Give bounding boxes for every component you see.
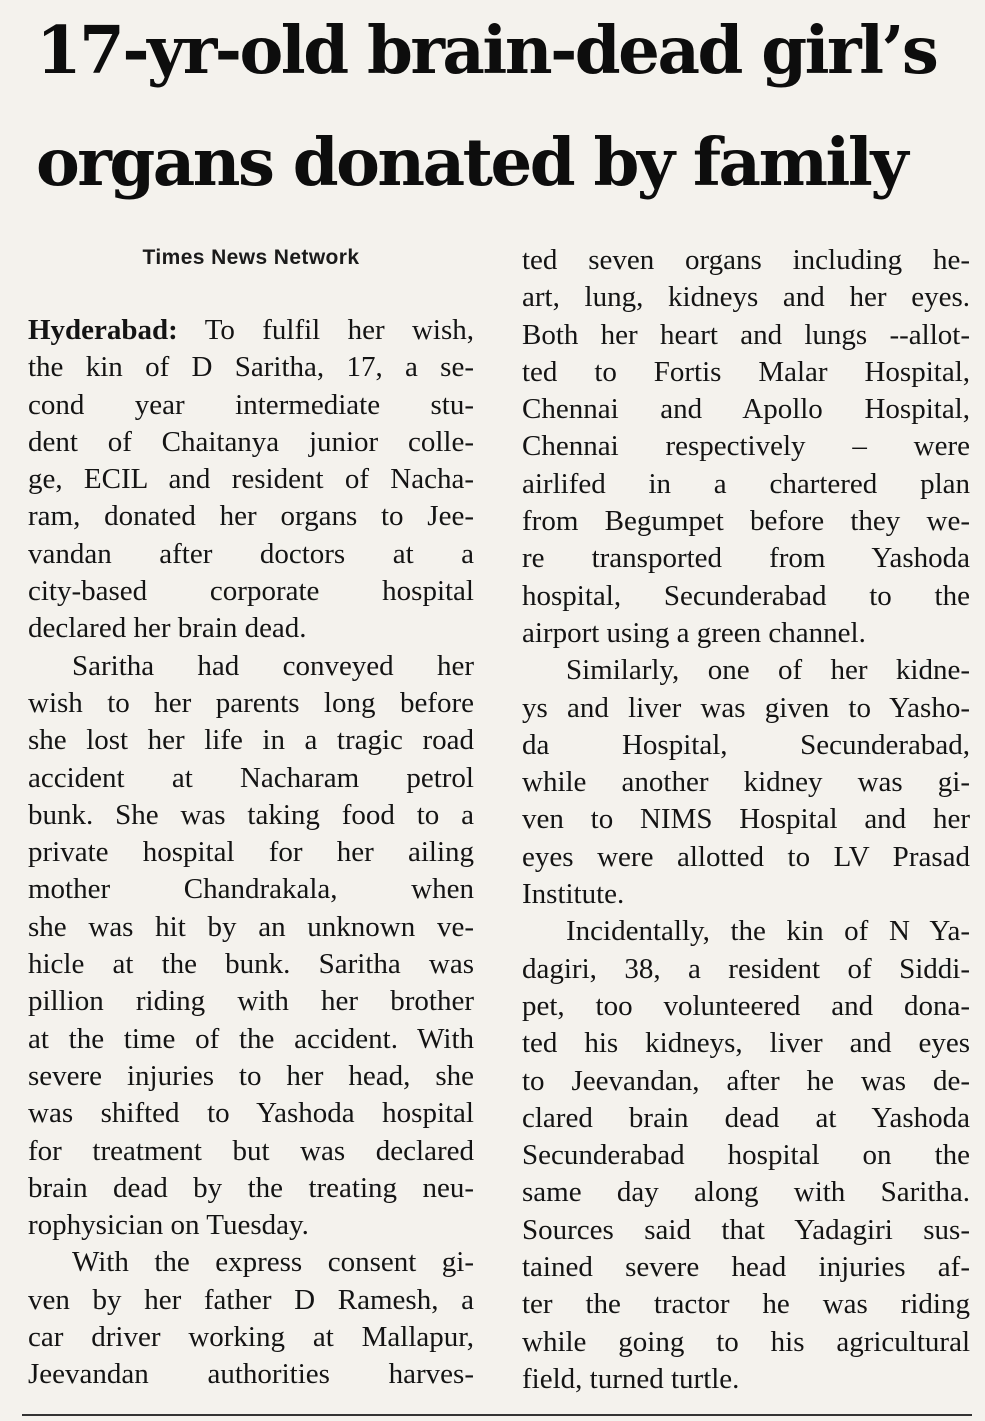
article-line-text: rophysician on Tuesday. — [28, 1209, 309, 1242]
article-line-text: Similarly, one of her kidne- — [566, 654, 970, 687]
article-line — [28, 1021, 474, 1058]
article-line — [522, 242, 970, 279]
article-line — [28, 573, 474, 610]
article-line-text: airport using a green channel. — [522, 616, 866, 649]
article-line — [522, 428, 970, 465]
article-line-text: hicle at the bunk. Saritha was — [28, 948, 474, 981]
article-line-text: same day along with Saritha. — [522, 1176, 970, 1209]
article-line — [522, 1361, 970, 1398]
article-line — [28, 1058, 474, 1095]
article-line — [522, 801, 970, 838]
article-line-text: Institute. — [522, 878, 625, 911]
article-line-text: ram, donated her organs to Jee- — [28, 500, 474, 533]
article-line-text: tained severe head injuries af- — [522, 1251, 970, 1284]
article-line-text: city-based corporate hospital — [28, 575, 474, 608]
article-line — [28, 797, 474, 834]
article-line — [28, 349, 474, 386]
article-line-text: eyes were allotted to LV Prasad — [522, 840, 970, 873]
article-line-text: ven to NIMS Hospital and her — [522, 803, 970, 836]
article-line — [522, 988, 970, 1025]
article-line — [28, 1282, 474, 1319]
article-line — [522, 951, 970, 988]
article-line — [522, 503, 970, 540]
article-line — [28, 1319, 474, 1356]
article-line — [522, 652, 970, 689]
article-line — [522, 391, 970, 428]
article-line — [522, 1324, 970, 1361]
article-line-text: mother Chandrakala, when — [28, 873, 474, 906]
article-line-text: while another kidney was gi- — [522, 766, 970, 799]
article-line-text: Secunderabad hospital on the — [522, 1139, 970, 1172]
article-line — [28, 1356, 474, 1393]
article-line — [522, 1025, 970, 1062]
article-line-text: to Jeevandan, after he was de- — [522, 1064, 970, 1097]
article-line-text: cond year intermediate stu- — [28, 388, 474, 421]
article-line — [28, 536, 474, 573]
article-line-text: pillion riding with her brother — [28, 985, 474, 1018]
article-line-text: ted to Fortis Malar Hospital, — [522, 355, 970, 388]
article-line — [522, 1063, 970, 1100]
article-line-text: hospital, Secunderabad to the — [522, 579, 970, 612]
article-line-text: ge, ECIL and resident of Nacha- — [28, 463, 474, 496]
article-line — [28, 648, 474, 685]
article-line-text: Jeevandan authorities harves- — [28, 1358, 474, 1391]
article-line-text: Both her heart and lungs --allot- — [522, 318, 970, 351]
article-line-text: art, lung, kidneys and her eyes. — [522, 281, 970, 314]
article-line — [28, 909, 474, 946]
article-line-text: With the express consent gi- — [72, 1246, 474, 1279]
article-line — [28, 610, 474, 647]
article-line-text: airlifed in a chartered plan — [522, 467, 970, 500]
article-line — [522, 690, 970, 727]
article-line-text: the kin of D Saritha, 17, a se- — [28, 351, 474, 384]
article-line-text: ted his kidneys, liver and eyes — [522, 1027, 970, 1060]
article-line-text: wish to her parents long before — [28, 686, 474, 719]
article-line-text: she lost her life in a tragic road — [28, 724, 474, 757]
article-line-text: pet, too volunteered and dona- — [522, 989, 970, 1022]
article-line-text: vandan after doctors at a — [28, 537, 474, 570]
article-line-text: field, turned turtle. — [522, 1362, 740, 1395]
headline-line-1: 17-yr-old brain-dead girl’s — [36, 12, 937, 89]
article-line — [522, 1212, 970, 1249]
article-line — [28, 312, 474, 349]
bottom-rule — [22, 1414, 972, 1416]
article-line-text: bunk. She was taking food to a — [28, 798, 474, 831]
article-line — [522, 764, 970, 801]
article-line — [522, 1249, 970, 1286]
article-line — [28, 1095, 474, 1132]
article-line-text: severe injuries to her head, she — [28, 1059, 474, 1092]
article-line-text: re transported from Yashoda — [522, 542, 970, 575]
headline-line-2: organs donated by family — [36, 124, 906, 201]
article-line — [522, 876, 970, 913]
article-line — [28, 946, 474, 983]
article-line — [522, 354, 970, 391]
article-line-text: Incidentally, the kin of N Ya- — [566, 915, 970, 948]
article-line — [522, 913, 970, 950]
article-line — [28, 498, 474, 535]
article-line — [28, 1133, 474, 1170]
article-line-text: ven by her father D Ramesh, a — [28, 1283, 474, 1316]
article-line — [522, 1100, 970, 1137]
article-line-text: declared her brain dead. — [28, 612, 307, 645]
article-line-text: car driver working at Mallapur, — [28, 1321, 474, 1354]
article-line — [28, 1244, 474, 1281]
article-line — [28, 983, 474, 1020]
article-line-text: dagiri, 38, a resident of Siddi- — [522, 952, 970, 985]
article-line — [522, 1286, 970, 1323]
article-line — [28, 387, 474, 424]
article-line — [28, 685, 474, 722]
article-line — [522, 540, 970, 577]
dateline: Hyderabad: — [28, 314, 178, 346]
article-line — [522, 615, 970, 652]
article-line — [28, 1170, 474, 1207]
article-line-text: Saritha had conveyed her — [72, 649, 474, 682]
article-line-text: clared brain dead at Yashoda — [522, 1101, 970, 1134]
article-line-text: Chennai respectively – were — [522, 430, 970, 463]
article-line — [522, 1174, 970, 1211]
article-line-text: Chennai and Apollo Hospital, — [522, 393, 970, 426]
article-line — [522, 839, 970, 876]
article-line-text: ter the tractor he was riding — [522, 1288, 970, 1321]
article-line-text: ted seven organs including he- — [522, 244, 970, 276]
article-line-text: she was hit by an unknown ve- — [28, 910, 474, 943]
article-line-text: Sources said that Yadagiri sus- — [522, 1213, 970, 1246]
article-line — [522, 466, 970, 503]
article-column-left — [28, 242, 474, 1402]
article-line — [28, 760, 474, 797]
article-line — [522, 1137, 970, 1174]
article-line-text: da Hospital, Secunderabad, — [522, 728, 970, 761]
article-line-text: ys and liver was given to Yasho- — [522, 691, 970, 724]
article-line-text: To fulfil her wish, — [204, 314, 474, 346]
article-line — [28, 871, 474, 908]
article-line-text: dent of Chaitanya junior colle- — [28, 425, 474, 458]
article-line — [28, 722, 474, 759]
article-line-text: accident at Nacharam petrol — [28, 761, 474, 794]
article-line — [28, 1207, 474, 1244]
article-line-text: private hospital for her ailing — [28, 836, 474, 869]
article-line-text: at the time of the accident. With — [28, 1022, 474, 1055]
article-line — [522, 727, 970, 764]
article-line-text: brain dead by the treating neu- — [28, 1171, 474, 1204]
article-line-text: from Begumpet before they we- — [522, 505, 970, 538]
article-line — [28, 424, 474, 461]
article-line — [522, 578, 970, 615]
article-line — [28, 461, 474, 498]
article-line — [522, 317, 970, 354]
byline: Times News Network — [142, 246, 360, 269]
article-line-text: while going to his agricultural — [522, 1325, 970, 1358]
article-line — [522, 279, 970, 316]
article-line — [28, 834, 474, 871]
article-line-text: for treatment but was declared — [28, 1134, 474, 1167]
article-column-right — [522, 242, 970, 1402]
article-line-text: was shifted to Yashoda hospital — [28, 1097, 474, 1130]
